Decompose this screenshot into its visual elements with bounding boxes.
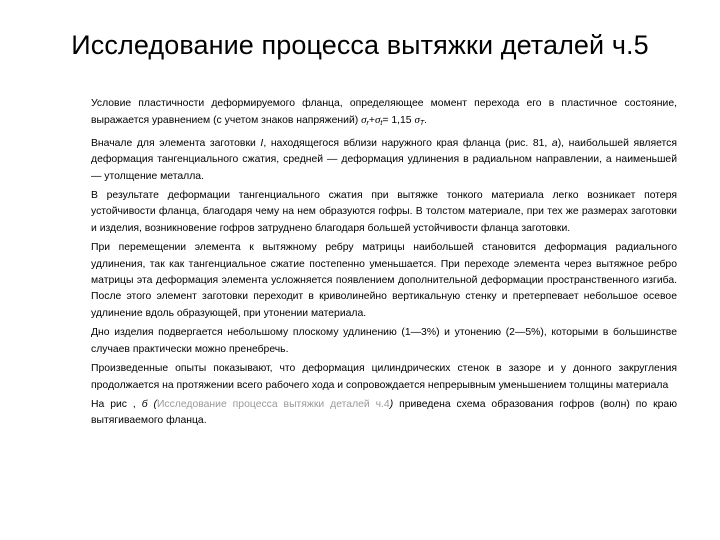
subscript-r: r [366, 120, 369, 128]
subscript-t: t [380, 120, 383, 128]
paragraph-flange-stability: В результате деформации тангенциального сжатия при вытяжке тонкого материала легко возникает потеря устойчивости фланца, благодаря чему на нем образуются гофры. В толстом материале, при тех же размерах заготовки и изделия, возникновение гофров затруднено благодаря большей устойчивости фланца заготовки. [91, 190, 677, 234]
period: . [424, 115, 428, 127]
paragraph-plasticity-condition [91, 96, 677, 133]
paragraph-text: приведена схема образования гофров (волн) по краю вытягиваемого фланца. [91, 398, 677, 427]
sigma-symbol: σ [414, 114, 420, 127]
paragraph-bottom-elongation: Дно изделия подвергается небольшому плоскому удлинению (1—3%) и утонению (2—5%), которыми в большинстве случаев практически можно пренебречь. [91, 327, 677, 355]
reference-link[interactable]: Исследование процесса вытяжки деталей ч.4 [156, 398, 390, 410]
paragraph-initial-deformation [91, 136, 677, 185]
paragraph-radial-elongation: При перемещении элемента к вытяжному ребру матрицы наибольшей становится деформация радиального удлинения, так как тангенциальное сжатие постепенно уменьшается. При переходе элемента через вытяжное ребро матрицы эта деформация элемента усложняется появлением дополнительной деформации пространственного изгиба. После этого элемент заготовки переходит в криволинейно вертикальную стенку и претерпевает небольшое осевое удлинение вдоль образующей, при утонении материала. [91, 242, 677, 319]
sigma-symbol: σ [361, 114, 367, 127]
paragraph-text: , находящегося вблизи наружного края фланца (рис. 81, [263, 137, 552, 149]
paragraph-text: Вначале для элемента заготовки [91, 137, 261, 149]
plus-sign: + [368, 115, 375, 127]
figure-label: б ( [141, 398, 157, 410]
slide-body [91, 96, 677, 433]
element-label: I [260, 137, 264, 149]
paragraph-text: На рис , [91, 398, 142, 410]
paragraph-text: ), наибольшей является деформация тангенциального сжатия, средней — деформация удлинения в радиальном направлении, а наименьшей — утолщение металла. [91, 137, 677, 182]
sigma-symbol: σ [374, 114, 381, 127]
slide-title: Исследование процесса вытяжки деталей ч.5 [71, 30, 649, 60]
closing-paren: ) [389, 398, 394, 410]
subscript-T: T [419, 120, 425, 128]
paragraph-wall-thinning: Произведенные опыты показывают, что деформация цилиндрических стенок в зазоре и у донного закругления продолжается на протяжении всего рабочего хода и сопровождается непрерывным уменьшением толщины материала [91, 363, 677, 391]
paragraph-wrinkle-scheme [91, 397, 677, 430]
paragraph-text: Условие пластичности деформируемого фланца, определяющее момент перехода его в пластичное состояние, выражается уравнением (с учетом знаков напряжений) [91, 98, 677, 127]
equation-value: = 1,15 [382, 115, 415, 127]
figure-label: а [551, 137, 558, 149]
